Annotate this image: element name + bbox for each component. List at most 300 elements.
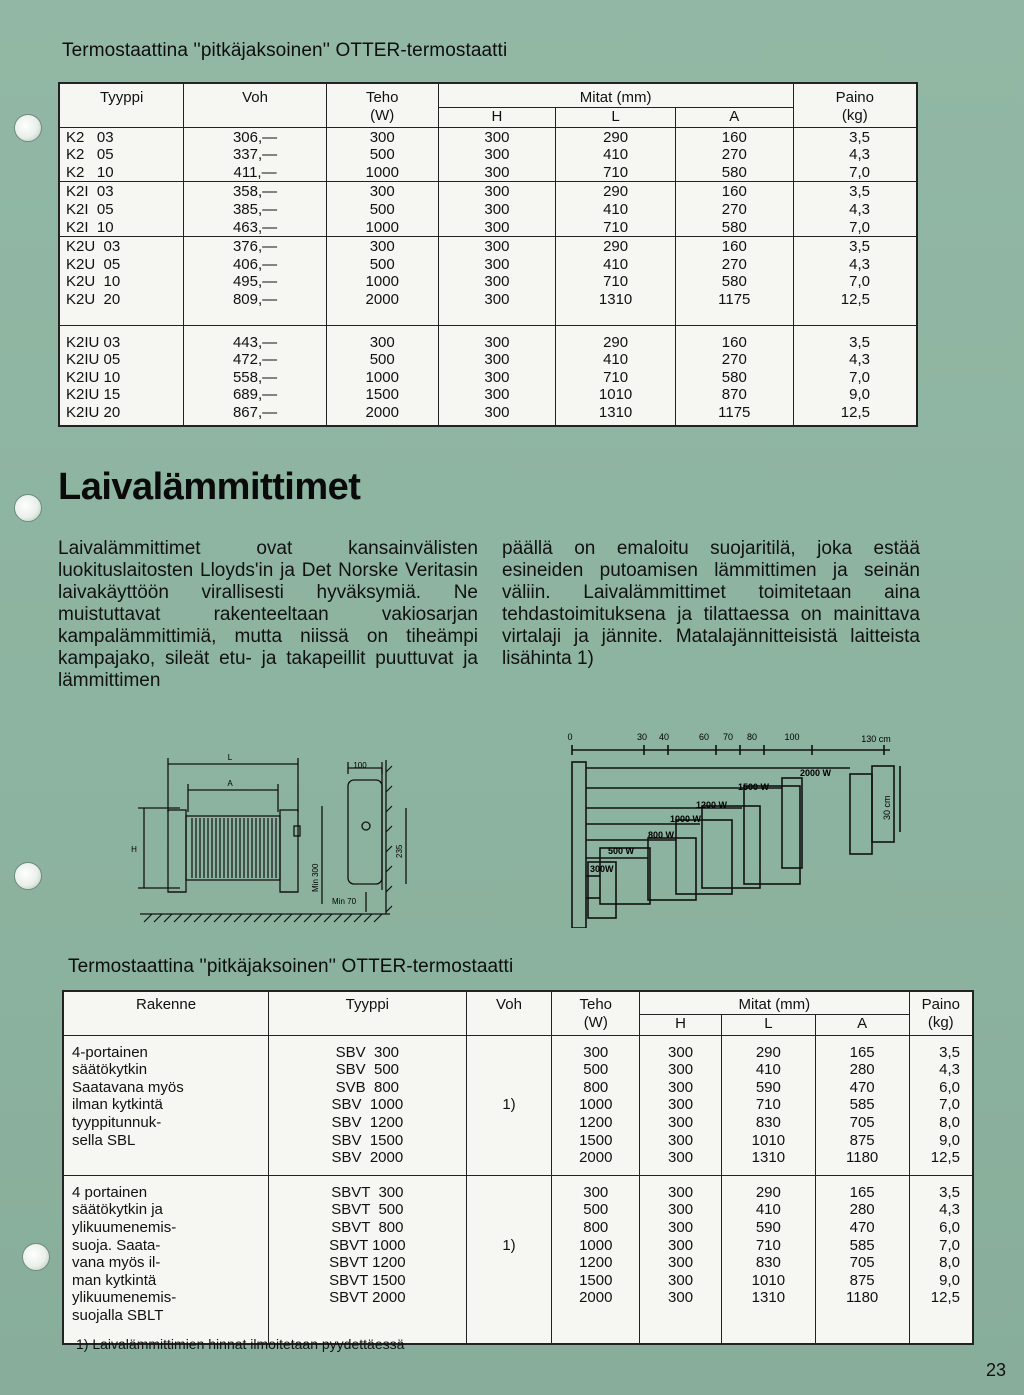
table-cell: K2IU 10: [66, 368, 121, 386]
table-cell: 160: [675, 127, 793, 146]
table-cell: 1310: [556, 404, 676, 426]
table-row: [63, 1149, 973, 1167]
table-row: [59, 404, 917, 426]
binder-hole-2: [14, 494, 42, 522]
table-cell: 300: [438, 146, 556, 164]
dim-label-min70: Min 70: [332, 897, 357, 906]
table-cell: 9,0: [909, 1132, 973, 1150]
table-cell: 4,3: [793, 256, 917, 274]
table-cell: [909, 1307, 973, 1325]
table-cell: K2IU 20: [66, 404, 121, 421]
table-cell: 7,0: [793, 219, 917, 237]
table-cell: 1175: [675, 404, 793, 426]
voh-cell: [466, 1307, 552, 1325]
table-cell: 1500: [552, 1272, 640, 1290]
binder-hole-1: [14, 114, 42, 142]
table-cell: 160: [675, 237, 793, 256]
table-cell: 1010: [556, 386, 676, 404]
table-cell: 443,—: [184, 325, 327, 351]
table-cell: 290: [556, 127, 676, 146]
table-cell: 875: [815, 1272, 909, 1290]
table-cell: 3,5: [793, 325, 917, 351]
table-cell: 585: [815, 1237, 909, 1255]
table-cell: 385,—: [184, 201, 327, 219]
table2: [62, 990, 974, 1345]
table-cell: 9,0: [909, 1272, 973, 1290]
table-cell: 689,—: [184, 386, 327, 404]
table-cell: K2U 10: [66, 273, 121, 291]
table-cell: 1000: [326, 369, 438, 387]
table-cell: 7,0: [909, 1096, 973, 1114]
table-cell: 3,5: [793, 182, 917, 201]
table-cell: 3,5: [909, 1175, 973, 1201]
col-header-teho: Teho: [326, 83, 438, 107]
table-cell: 410: [721, 1061, 815, 1079]
table-cell: K2 03: [59, 127, 184, 146]
table-row: [59, 127, 917, 146]
table-cell: 300: [640, 1201, 722, 1219]
col-header-a: A: [675, 107, 793, 127]
table-cell: 290: [556, 237, 676, 256]
table-cell: SBV 1200: [269, 1114, 467, 1132]
table-cell: 710: [721, 1237, 815, 1255]
table-cell: 8,0: [909, 1114, 973, 1132]
table-cell: 300: [438, 219, 556, 237]
table-cell: 875: [815, 1132, 909, 1150]
table-cell: 300: [640, 1272, 722, 1290]
table-row: [63, 1035, 973, 1061]
table-cell: 165: [815, 1035, 909, 1061]
section-heading: Laivalämmittimet: [58, 466, 361, 508]
table-cell: 376,—: [184, 237, 327, 256]
table-cell: 1010: [721, 1132, 815, 1150]
table-cell: 165: [815, 1175, 909, 1201]
table-row: [63, 1201, 973, 1219]
table-cell: 270: [675, 351, 793, 369]
table-cell: 12,5: [909, 1289, 973, 1307]
footnote: 1) Laivalämmittimien hinnat ilmoitetaan pyydettäessä: [76, 1336, 405, 1352]
voh-cell: [466, 1289, 552, 1307]
dim-label-l: L: [227, 753, 233, 762]
spacer-row: [63, 1167, 973, 1176]
table-cell: 800: [552, 1219, 640, 1237]
col-header-teho-unit: (W): [326, 107, 438, 127]
table-cell: 1180: [815, 1289, 909, 1307]
rakenne-line: tyyppitunnuk-: [72, 1114, 162, 1132]
watt-label-1500: 1500 W: [738, 782, 770, 792]
table-cell: 290: [721, 1175, 815, 1201]
table-cell: 4,3: [909, 1201, 973, 1219]
table2-caption: Termostaattina ''pitkäjaksoinen'' OTTER-termostaatti: [68, 956, 514, 977]
table-cell: [269, 1307, 467, 1325]
table-cell: 2000: [326, 404, 438, 426]
table-row: [63, 1289, 973, 1307]
table-cell: 1000: [552, 1096, 640, 1114]
table-cell: SBVT 1200: [269, 1254, 467, 1272]
table-cell: 300: [640, 1079, 722, 1097]
page-number: 23: [985, 1360, 1006, 1380]
col-header-voh: Voh: [184, 83, 327, 127]
table-row: [59, 201, 917, 219]
col-header-l: L: [556, 107, 676, 127]
table-cell: 710: [556, 369, 676, 387]
table-row: [63, 1219, 973, 1237]
voh-cell: [466, 1272, 552, 1290]
col-header-paino: Paino: [793, 83, 917, 107]
table-cell: 306,—: [184, 127, 327, 146]
table-cell: 410: [556, 256, 676, 274]
table-cell: K2I 05: [66, 201, 114, 219]
table-row: [59, 325, 917, 351]
table-cell: 580: [675, 219, 793, 237]
table-cell: 12,5: [793, 404, 917, 426]
table-row: [59, 164, 917, 182]
table-cell: 558,—: [184, 369, 327, 387]
table-cell: 300: [640, 1096, 722, 1114]
table-cell: 1200: [552, 1254, 640, 1272]
scale-tick-40: 40: [658, 732, 670, 742]
col-header-teho-2: Teho: [552, 991, 640, 1014]
table-cell: K2IU 03: [59, 325, 184, 351]
table-cell: SBV 300: [269, 1035, 467, 1061]
table-cell: 4,3: [793, 201, 917, 219]
table-cell: 300: [438, 237, 556, 256]
table-cell: 280: [815, 1201, 909, 1219]
table-cell: 411,—: [184, 164, 327, 182]
table-cell: 300: [552, 1175, 640, 1201]
table-cell: 1010: [721, 1272, 815, 1290]
col-header-rakenne: Rakenne: [136, 996, 197, 1013]
heater-dimension-drawing: [120, 752, 420, 924]
table-row: [63, 1114, 973, 1132]
table-cell: 300: [438, 201, 556, 219]
watt-label-300: 300W: [590, 864, 614, 874]
table-cell: [552, 1307, 640, 1325]
table-cell: 300: [438, 256, 556, 274]
voh-cell: [466, 1132, 552, 1150]
table-cell: 300: [640, 1061, 722, 1079]
table-cell: K2 10: [66, 163, 114, 181]
table-cell: 6,0: [909, 1219, 973, 1237]
table-cell: 585: [815, 1096, 909, 1114]
col-header-mitat-2: Mitat (mm): [640, 991, 909, 1014]
table-cell: 1310: [556, 291, 676, 325]
rakenne-line: man kytkintä: [72, 1271, 157, 1289]
table-cell: 300: [640, 1149, 722, 1167]
table-cell: 6,0: [909, 1079, 973, 1097]
table-row: [63, 1079, 973, 1097]
rakenne-line: vana myös il-: [72, 1254, 161, 1272]
table-row: [63, 1132, 973, 1150]
scale-tick-60: 60: [698, 732, 710, 742]
col-header-paino-2: Paino: [909, 991, 973, 1014]
table-cell: K2IU 05: [66, 351, 121, 369]
table-cell: 358,—: [184, 182, 327, 201]
table-row: [63, 1061, 973, 1079]
table-cell: SBVT 500: [269, 1201, 467, 1219]
table-cell: 500: [552, 1201, 640, 1219]
rakenne-line: [63, 1149, 269, 1167]
table-cell: 410: [556, 351, 676, 369]
table-cell: 7,0: [793, 369, 917, 387]
table-cell: 300: [326, 127, 438, 146]
table-cell: 290: [556, 325, 676, 351]
table-cell: K2U 20: [66, 291, 121, 309]
table-cell: 1200: [552, 1114, 640, 1132]
col-header-paino-unit: (kg): [793, 107, 917, 127]
table-cell: 1175: [675, 291, 793, 325]
table-cell: SBVT 1500: [269, 1272, 467, 1290]
scale-tick-0: 0: [567, 732, 573, 742]
table-row: [63, 1175, 973, 1201]
table-cell: 410: [556, 201, 676, 219]
table-cell: 3,5: [909, 1035, 973, 1061]
col-header-paino-unit-2: (kg): [909, 1014, 973, 1035]
paragraph-left: Laivalämmittimet ovat kansainvälisten luokituslaitosten Lloyds'in ja Det Norske Veritasin laivakäyttöön virallisesti hyväksymiä. Ne muistuttavat rakenteeltaan vakiosarjan kampalämmittimiä, mutta niissä on tiheämpi kampajako, sileät etu- ja takapeillit puuttuvat ja lämmittimen: [58, 538, 478, 691]
binder-hole-3: [14, 862, 42, 890]
table-cell: 472,—: [184, 351, 327, 369]
table-row: [59, 291, 917, 325]
dim-label-min300: Min 300: [311, 863, 320, 892]
table-cell: 705: [815, 1254, 909, 1272]
table-cell: 4,3: [793, 351, 917, 369]
col-header-a-2: A: [815, 1014, 909, 1035]
table-cell: 1500: [552, 1132, 640, 1150]
table-cell: 705: [815, 1114, 909, 1132]
dim-label-h: H: [131, 845, 137, 854]
watt-label-1000: 1000 W: [670, 814, 702, 824]
table-cell: 590: [721, 1219, 815, 1237]
table-cell: 300: [326, 237, 438, 256]
table-cell: [721, 1307, 815, 1325]
watt-label-800: 800 W: [648, 830, 675, 840]
table-cell: SBVT 2000: [269, 1289, 467, 1307]
table-cell: 8,0: [909, 1254, 973, 1272]
table-row: [59, 237, 917, 256]
col-header-l-2: L: [721, 1014, 815, 1035]
table-cell: K2I 10: [66, 218, 114, 236]
table-cell: 300: [640, 1035, 722, 1061]
table-cell: 2000: [552, 1149, 640, 1167]
rakenne-line: Saatavana myös: [72, 1078, 184, 1096]
table-cell: 7,0: [793, 273, 917, 291]
watt-label-2000: 2000 W: [800, 768, 832, 778]
table-cell: 1000: [326, 273, 438, 291]
table-cell: K2U 03: [59, 237, 184, 256]
voh-cell: [466, 1254, 552, 1272]
table-cell: 270: [675, 146, 793, 164]
table-cell: 300: [640, 1132, 722, 1150]
voh-cell: [466, 1219, 552, 1237]
table-cell: 300: [552, 1035, 640, 1061]
table-cell: 867,—: [184, 404, 327, 426]
table-cell: 300: [438, 127, 556, 146]
table-cell: 500: [326, 256, 438, 274]
table-cell: 410: [556, 146, 676, 164]
rakenne-line: ilman kytkintä: [72, 1096, 163, 1114]
table-cell: 410: [721, 1201, 815, 1219]
table-cell: 1000: [326, 164, 438, 182]
table-cell: 270: [675, 201, 793, 219]
table-row: [63, 1237, 973, 1255]
table-cell: 710: [556, 164, 676, 182]
table-cell: 12,5: [909, 1149, 973, 1167]
table-cell: 500: [326, 201, 438, 219]
table-cell: 160: [675, 182, 793, 201]
table-row: [63, 1254, 973, 1272]
table-cell: 1180: [815, 1149, 909, 1167]
table-row: [59, 256, 917, 274]
scale-tick-80: 80: [746, 732, 758, 742]
table-cell: 580: [675, 369, 793, 387]
table-cell: 300: [438, 404, 556, 426]
voh-cell: [466, 1114, 552, 1132]
rakenne-line: säätökytkin ja: [72, 1201, 163, 1219]
table-cell: 830: [721, 1114, 815, 1132]
voh-cell: [466, 1201, 552, 1219]
table-row: [63, 1307, 973, 1325]
table-cell: 300: [438, 369, 556, 387]
table-cell: 300: [640, 1289, 722, 1307]
table-cell: 495,—: [184, 273, 327, 291]
table-cell: 4,3: [793, 146, 917, 164]
table-row: [59, 146, 917, 164]
scale-tick-100: 100: [784, 732, 800, 742]
dim-label-a: A: [227, 779, 233, 788]
table-row: [59, 369, 917, 387]
table-cell: 280: [815, 1061, 909, 1079]
table-cell: 1310: [721, 1289, 815, 1307]
table-cell: 470: [815, 1079, 909, 1097]
table-cell: K2 05: [66, 146, 114, 164]
table-cell: 470: [815, 1219, 909, 1237]
watt-label-1200: 1200 W: [696, 800, 728, 810]
scale-tick-130: 130 cm: [861, 734, 891, 744]
table-cell: 710: [556, 219, 676, 237]
table1-caption: Termostaattina ''pitkäjaksoinen'' OTTER-termostaatti: [62, 40, 508, 61]
table-cell: 710: [556, 273, 676, 291]
table-cell: 9,0: [793, 386, 917, 404]
table-row: [59, 273, 917, 291]
table-cell: [815, 1307, 909, 1325]
table-cell: 7,0: [909, 1237, 973, 1255]
table-cell: 3,5: [793, 237, 917, 256]
table-cell: 290: [721, 1035, 815, 1061]
table-cell: 300: [438, 164, 556, 182]
table-cell: 3,5: [793, 127, 917, 146]
table-cell: 2000: [326, 291, 438, 325]
table-cell: 270: [675, 256, 793, 274]
rakenne-line: suojalla SBLT: [72, 1307, 164, 1324]
table-cell: 300: [438, 351, 556, 369]
table-cell: 300: [640, 1175, 722, 1201]
paragraph-right: päällä on emaloitu suojaritilä, joka estää esineiden putoamisen lämmittimen ja seinän väliin. Laivalämmittimet toimitetaan aina tehdastoimituksena ja tilattaessa on mainittava virtalaji ja jännite. Matalajännitteisistä laitteista lisähinta 1): [502, 538, 920, 669]
voh-cell: [466, 1079, 552, 1097]
binder-hole-4: [22, 1243, 50, 1271]
col-header-h: H: [438, 107, 556, 127]
table-cell: SBV 2000: [269, 1149, 467, 1167]
table-cell: 300: [438, 386, 556, 404]
rakenne-line: ylikuumenemis-: [72, 1289, 177, 1307]
table-cell: 500: [326, 146, 438, 164]
table-cell: SBV 1000: [269, 1096, 467, 1114]
table-cell: 406,—: [184, 256, 327, 274]
table-row: [59, 182, 917, 201]
col-header-h-2: H: [640, 1014, 722, 1035]
rakenne-line: 4 portainen: [63, 1175, 269, 1201]
table-cell: SBV 1500: [269, 1132, 467, 1150]
table-cell: 580: [675, 273, 793, 291]
table-cell: 300: [326, 325, 438, 351]
dim-label-235: 235: [395, 844, 404, 858]
table-cell: SBVT 1000: [269, 1237, 467, 1255]
table-row: [59, 351, 917, 369]
heater-size-scale: [560, 728, 910, 928]
voh-cell: [466, 1061, 552, 1079]
table-row: [63, 1096, 973, 1114]
table1: [58, 82, 918, 427]
table-cell: 300: [640, 1114, 722, 1132]
table-cell: K2I 03: [59, 182, 184, 201]
table-cell: 463,—: [184, 219, 327, 237]
col-header-teho-unit-2: (W): [552, 1014, 640, 1035]
table-row: [59, 386, 917, 404]
table-cell: 710: [721, 1096, 815, 1114]
table-cell: 590: [721, 1079, 815, 1097]
table-cell: 500: [552, 1061, 640, 1079]
table-cell: 870: [675, 386, 793, 404]
table-cell: 580: [675, 164, 793, 182]
rakenne-line: ylikuumenemis-: [72, 1219, 177, 1237]
col-header-tyyppi: Tyyppi: [99, 89, 144, 106]
table-cell: 1000: [326, 219, 438, 237]
col-header-tyyppi-2: Tyyppi: [269, 991, 467, 1035]
table-cell: 830: [721, 1254, 815, 1272]
table-cell: SVB 800: [269, 1079, 467, 1097]
table-cell: 300: [640, 1237, 722, 1255]
table-cell: 300: [640, 1254, 722, 1272]
table-cell: 500: [326, 351, 438, 369]
voh-cell: [466, 1149, 552, 1167]
voh-cell: 1): [466, 1096, 552, 1114]
table-cell: 290: [556, 182, 676, 201]
table-cell: 1000: [552, 1237, 640, 1255]
table-cell: SBV 500: [269, 1061, 467, 1079]
table-cell: SBVT 300: [269, 1175, 467, 1201]
table-cell: [640, 1307, 722, 1325]
table-cell: 300: [438, 325, 556, 351]
rakenne-line: sella SBL: [72, 1131, 136, 1149]
table-cell: 300: [640, 1219, 722, 1237]
table-cell: 300: [438, 273, 556, 291]
table-cell: 809,—: [184, 291, 327, 325]
col-header-voh-2: Voh: [466, 991, 552, 1035]
table-cell: 12,5: [793, 291, 917, 325]
table-cell: 1500: [326, 386, 438, 404]
table-cell: K2U 05: [66, 255, 121, 273]
table-cell: 4,3: [909, 1061, 973, 1079]
watt-label-500: 500 W: [608, 846, 635, 856]
voh-cell: [466, 1035, 552, 1061]
rakenne-line: suoja. Saata-: [72, 1236, 161, 1254]
table-cell: 300: [326, 182, 438, 201]
scale-height-label: 30 cm: [882, 795, 892, 820]
rakenne-line: säätökytkin: [72, 1061, 148, 1079]
rakenne-line: 4-portainen: [63, 1035, 269, 1061]
table-cell: 2000: [552, 1289, 640, 1307]
table-cell: 337,—: [184, 146, 327, 164]
table-row: [59, 219, 917, 237]
